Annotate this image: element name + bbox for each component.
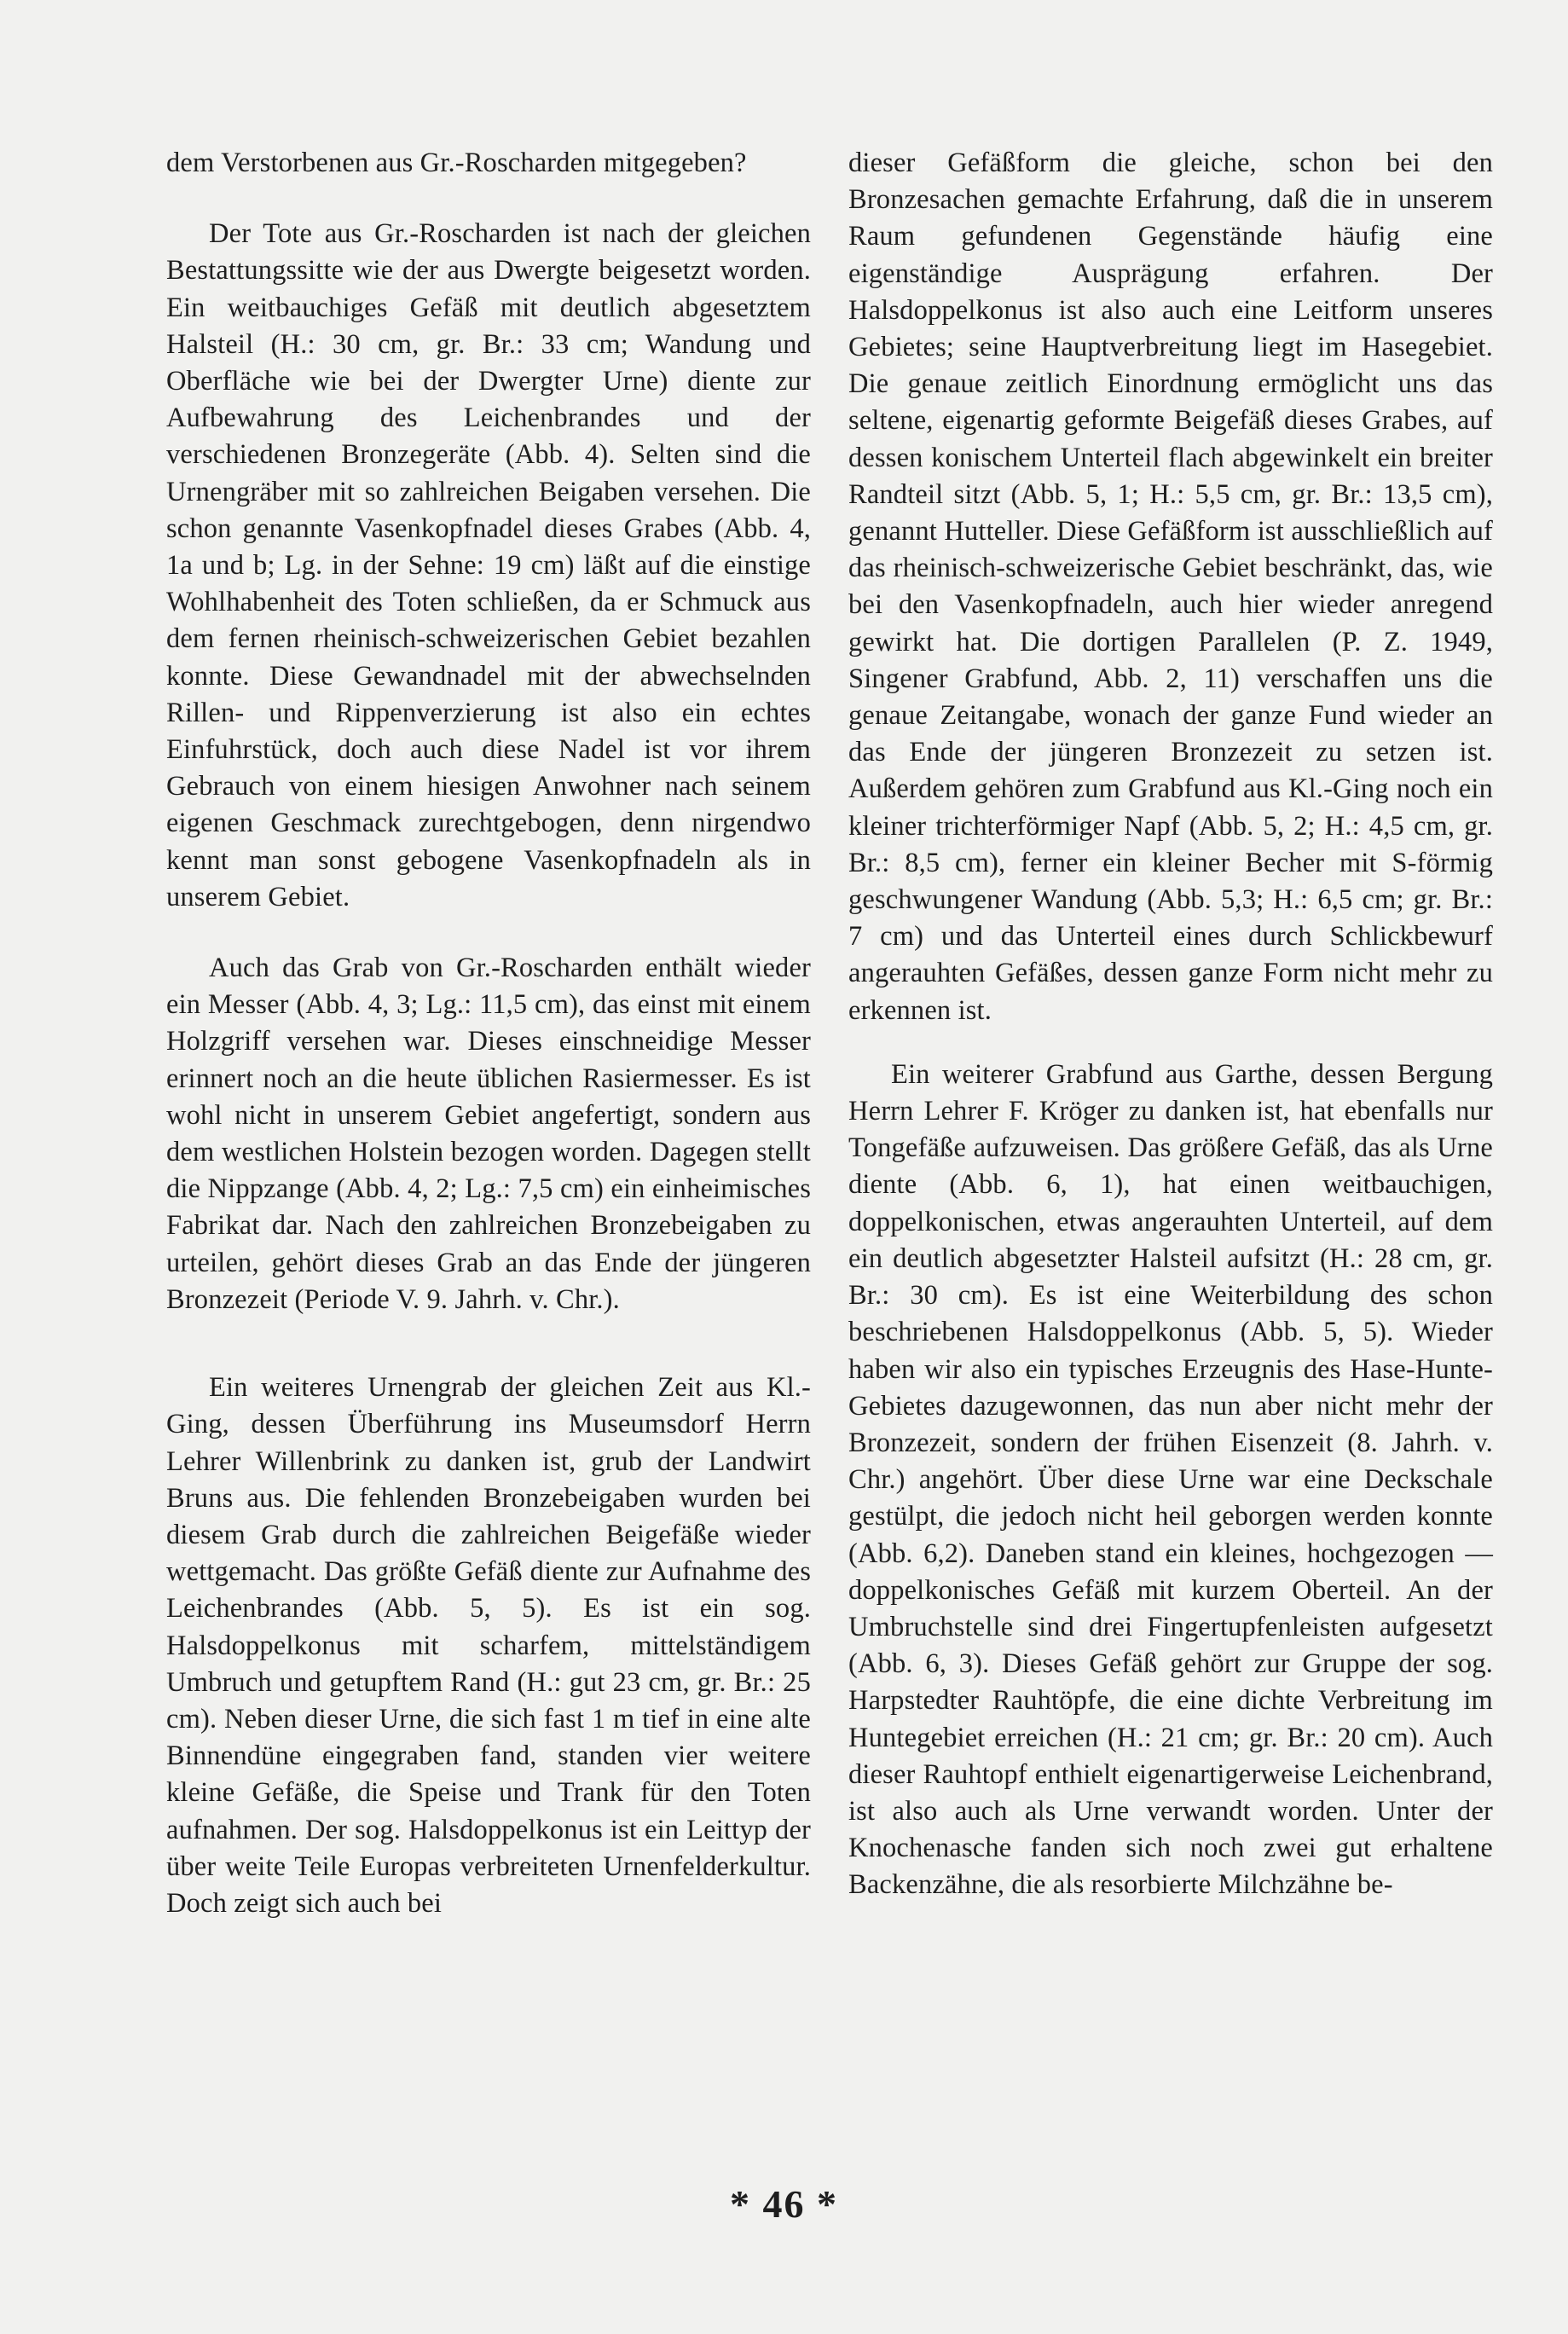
page-number: * 46 * — [730, 2182, 838, 2226]
right-text-column — [848, 145, 1493, 1904]
paragraph: dem Verstorbenen aus Gr.-Roscharden mitgegeben? — [166, 148, 747, 178]
paragraph: dieser Gefäßform die gleiche, schon bei den Bronzesachen gemachte Erfahrung, daß die in unserem Raum gefundenen Gegenstände häufig eine eigenständige Ausprägung erfahren. Der Halsdoppelkonus ist also auch eine Leitform unseres Gebietes; seine Hauptverbreitung liegt im Hasegebiet. Die genaue zeitlich Einordnung ermöglicht uns das seltene, eigenartig geformte Beigefäß dieses Grabes, auf dessen konischem Unterteil flach abgewinkelt ein breiter Randteil sitzt (Abb. 5, 1; H.: 5,5 cm, gr. Br.: 13,5 cm), genannt Hutteller. Diese Gefäßform ist ausschließlich auf das rheinisch-schweizerische Gebiet beschränkt, das, wie bei den Vasenkopfnadeln, auch hier wieder anregend gewirkt hat. Die dortigen Parallelen (P. Z. 1949, Singener Grabfund, Abb. 2, 11) verschaffen uns die genaue Zeitangabe, wonach der ganze Fund wieder an das Ende der jüngeren Bronzezeit zu setzen ist. Außerdem gehören zum Grabfund aus Kl.-Ging noch ein kleiner trichterförmiger Napf (Abb. 5, 2; H.: 4,5 cm, gr. Br.: 8,5 cm), ferner ein kleiner Becher mit S-förmig geschwungener Wandung (Abb. 5,3; H.: 6,5 cm; gr. Br.: 7 cm) und das Unterteil eines durch Schlickbewurf angerauhten Gefäßes, dessen ganze Form nicht mehr zu erkennen ist. — [848, 148, 1493, 1026]
paragraph: Der Tote aus Gr.-Roscharden ist nach der gleichen Bestattungssitte wie der aus Dwergte beigesetzt worden. Ein weitbauchiges Gefäß mit deutlich abgesetztem Halsteil (H.: 30 cm, gr. Br.: 33 cm; Wandung und Oberfläche wie bei der Dwergter Urne) diente zur Aufbewahrung des Leichenbrandes und der verschiedenen Bronzegeräte (Abb. 4). Selten sind die Urnengräber mit so zahlreichen Beigaben versehen. Die schon genannte Vasenkopfnadel dieses Grabes (Abb. 4, 1a und b; Lg. in der Sehne: 19 cm) läßt auf die einstige Wohlhabenheit des Toten schließen, da er Schmuck aus dem fernen rheinisch-schweizerischen Gebiet bezahlen konnte. Diese Gewandnadel mit der abwechselnden Rillen- und Rippenverzierung ist also ein echtes Einfuhrstück, doch auch diese Nadel ist vor ihrem Gebrauch von einem hiesigen Anwohner nach seinem eigenen Geschmack zurechtgebogen, denn nirgendwo kennt man sonst gebogene Vasenkopfnadeln als in unserem Gebiet. — [166, 218, 811, 912]
left-text-column — [166, 145, 811, 1922]
paragraph: Ein weiteres Urnengrab der gleichen Zeit aus Kl.-Ging, dessen Überführung ins Museumsdorf Herrn Lehrer Willenbrink zu danken ist, grub der Landwirt Bruns aus. Die fehlenden Bronzebeigaben wurden bei diesem Grab durch die zahlreichen Beigefäße wieder wettgemacht. Das größte Gefäß diente zur Aufnahme des Leichenbrandes (Abb. 5, 5). Es ist ein sog. Halsdoppelkonus mit scharfem, mittelständigem Umbruch und getupftem Rand (H.: gut 23 cm, gr. Br.: 25 cm). Neben dieser Urne, die sich fast 1 m tief in eine alte Binnendüne eingegraben fand, standen vier weitere kleine Gefäße, die Speise und Trank für den Toten aufnahmen. Der sog. Halsdoppelkonus ist ein Leittyp der über weite Teile Europas verbreiteten Urnenfelderkultur. Doch zeigt sich auch bei — [166, 1372, 811, 1919]
paragraph: Ein weiterer Grabfund aus Garthe, dessen Bergung Herrn Lehrer F. Kröger zu danken ist, hat ebenfalls nur Tongefäße aufzuweisen. Das größere Gefäß, das als Urne diente (Abb. 6, 1), hat einen weitbauchigen, doppelkonischen, etwas angerauhten Unterteil, auf dem ein deutlich abgesetzter Halsteil aufsitzt (H.: 28 cm, gr. Br.: 30 cm). Es ist eine Weiterbildung des schon beschriebenen Halsdoppelkonus (Abb. 5, 5). Wieder haben wir also ein typisches Erzeugnis des Hase-Hunte-Gebietes dazugewonnen, das nun aber nicht mehr der Bronzezeit, sondern der frühen Eisenzeit (8. Jahrh. v. Chr.) angehört. Über diese Urne war eine Deckschale gestülpt, die jedoch nicht heil geborgen werden konnte (Abb. 6,2). Daneben stand ein kleines, hochgezogen — doppelkonisches Gefäß mit kurzem Oberteil. An der Umbruchstelle sind drei Fingertupfenleisten aufgesetzt (Abb. 6, 3). Dieses Gefäß gehört zur Gruppe der sog. Harpstedter Rauhtöpfe, die eine dichte Verbreitung im Huntegebiet erreichen (H.: 21 cm; gr. Br.: 20 cm). Auch dieser Rauhtopf enthielt eigenartigerweise Leichenbrand, ist also auch als Urne verwandt worden. Unter der Knochenasche fanden sich noch zwei gut erhaltene Backenzähne, die als resorbierte Milchzähne be- — [848, 1058, 1493, 1901]
paragraph: Auch das Grab von Gr.-Roscharden enthält wieder ein Messer (Abb. 4, 3; Lg.: 11,5 cm), das einst mit einem Holzgriff versehen war. Dieses einschneidige Messer erinnert noch an die heute üblichen Rasiermesser. Es ist wohl nicht in unserem Gebiet angefertigt, sondern aus dem westlichen Holstein bezogen worden. Dagegen stellt die Nippzange (Abb. 4, 2; Lg.: 7,5 cm) ein einheimisches Fabrikat dar. Nach den zahlreichen Bronzebeigaben zu urteilen, gehört dieses Grab an das Ende der jüngeren Bronzezeit (Periode V. 9. Jahrh. v. Chr.). — [166, 953, 811, 1315]
